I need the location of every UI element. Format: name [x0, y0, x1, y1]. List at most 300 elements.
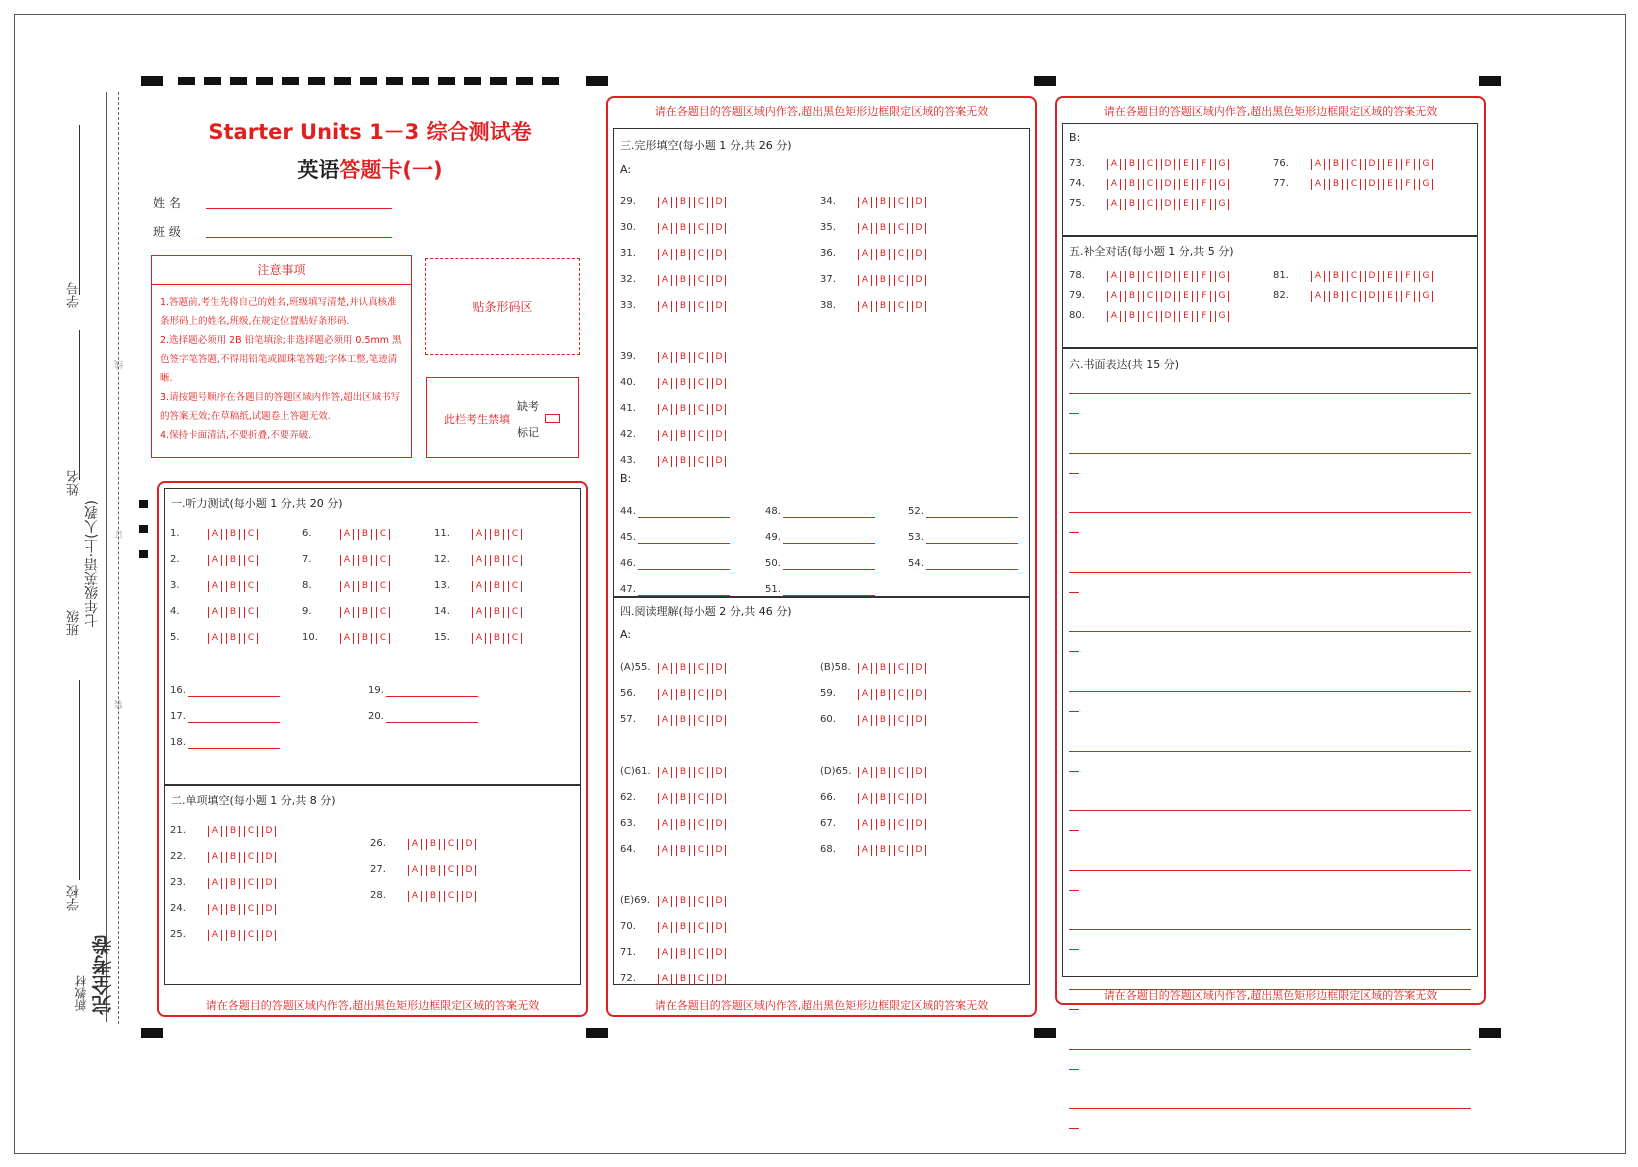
option-bubble[interactable]: B: [226, 555, 240, 566]
option-bubble[interactable]: A: [340, 555, 354, 566]
option-bubble[interactable]: A: [340, 633, 354, 644]
option-bubble[interactable]: C: [244, 852, 258, 863]
option-bubble[interactable]: C: [694, 845, 708, 856]
option-bubble[interactable]: B: [426, 891, 440, 902]
option-bubble[interactable]: A: [472, 529, 486, 540]
answer-blank[interactable]: [926, 558, 1018, 570]
option-bubble[interactable]: B: [676, 974, 690, 985]
option-bubble[interactable]: B: [1329, 271, 1343, 282]
option-bubble[interactable]: D: [1161, 271, 1175, 282]
option-bubble[interactable]: E: [1179, 199, 1193, 210]
option-bubble[interactable]: C: [694, 767, 708, 778]
option-bubble[interactable]: C: [376, 529, 390, 540]
option-bubble[interactable]: D: [712, 819, 726, 830]
writing-line[interactable]: [1069, 751, 1471, 752]
option-bubble[interactable]: C: [894, 249, 908, 260]
option-bubble[interactable]: B: [490, 607, 504, 618]
option-bubble[interactable]: B: [676, 352, 690, 363]
option-bubble[interactable]: C: [508, 529, 522, 540]
option-bubble[interactable]: D: [712, 715, 726, 726]
option-bubble[interactable]: D: [1365, 179, 1379, 190]
option-bubble[interactable]: B: [876, 819, 890, 830]
option-bubble[interactable]: B: [876, 275, 890, 286]
option-bubble[interactable]: G: [1419, 291, 1433, 302]
answer-blank[interactable]: [638, 558, 730, 570]
option-bubble[interactable]: D: [1161, 311, 1175, 322]
option-bubble[interactable]: A: [408, 865, 422, 876]
option-bubble[interactable]: C: [376, 633, 390, 644]
option-bubble[interactable]: B: [676, 689, 690, 700]
option-bubble[interactable]: A: [408, 891, 422, 902]
option-bubble[interactable]: A: [472, 607, 486, 618]
option-bubble[interactable]: B: [426, 839, 440, 850]
barcode-area[interactable]: 贴条形码区: [425, 258, 580, 355]
option-bubble[interactable]: B: [676, 896, 690, 907]
option-bubble[interactable]: B: [226, 904, 240, 915]
option-bubble[interactable]: D: [462, 839, 476, 850]
option-bubble[interactable]: C: [694, 793, 708, 804]
option-bubble[interactable]: C: [694, 974, 708, 985]
option-bubble[interactable]: B: [876, 249, 890, 260]
option-bubble[interactable]: B: [490, 529, 504, 540]
option-bubble[interactable]: C: [244, 826, 258, 837]
option-bubble[interactable]: D: [712, 974, 726, 985]
answer-blank[interactable]: [783, 506, 875, 518]
option-bubble[interactable]: C: [894, 275, 908, 286]
answer-blank[interactable]: [783, 558, 875, 570]
option-bubble[interactable]: C: [1143, 199, 1157, 210]
option-bubble[interactable]: C: [244, 878, 258, 889]
option-bubble[interactable]: C: [444, 891, 458, 902]
option-bubble[interactable]: B: [676, 223, 690, 234]
option-bubble[interactable]: B: [676, 922, 690, 933]
option-bubble[interactable]: D: [912, 715, 926, 726]
option-bubble[interactable]: A: [658, 922, 672, 933]
option-bubble[interactable]: D: [912, 301, 926, 312]
option-bubble[interactable]: A: [858, 223, 872, 234]
option-bubble[interactable]: C: [694, 249, 708, 260]
option-bubble[interactable]: C: [894, 793, 908, 804]
option-bubble[interactable]: C: [376, 555, 390, 566]
option-bubble[interactable]: D: [912, 275, 926, 286]
option-bubble[interactable]: C: [244, 904, 258, 915]
option-bubble[interactable]: A: [658, 430, 672, 441]
option-bubble[interactable]: B: [490, 555, 504, 566]
option-bubble[interactable]: B: [876, 197, 890, 208]
option-bubble[interactable]: C: [508, 633, 522, 644]
option-bubble[interactable]: G: [1215, 159, 1229, 170]
option-bubble[interactable]: A: [858, 767, 872, 778]
option-bubble[interactable]: A: [1107, 311, 1121, 322]
option-bubble[interactable]: F: [1401, 271, 1415, 282]
option-bubble[interactable]: C: [1143, 311, 1157, 322]
option-bubble[interactable]: B: [676, 301, 690, 312]
option-bubble[interactable]: A: [658, 301, 672, 312]
option-bubble[interactable]: A: [340, 581, 354, 592]
option-bubble[interactable]: C: [694, 197, 708, 208]
option-bubble[interactable]: A: [1311, 291, 1325, 302]
option-bubble[interactable]: C: [508, 581, 522, 592]
option-bubble[interactable]: D: [712, 352, 726, 363]
option-bubble[interactable]: C: [508, 607, 522, 618]
writing-line[interactable]: [1069, 810, 1471, 811]
option-bubble[interactable]: B: [876, 223, 890, 234]
option-bubble[interactable]: D: [262, 852, 276, 863]
option-bubble[interactable]: A: [658, 793, 672, 804]
answer-blank[interactable]: [638, 584, 730, 596]
option-bubble[interactable]: B: [676, 767, 690, 778]
option-bubble[interactable]: C: [1143, 291, 1157, 302]
option-bubble[interactable]: C: [694, 301, 708, 312]
option-bubble[interactable]: C: [508, 555, 522, 566]
option-bubble[interactable]: B: [876, 845, 890, 856]
option-bubble[interactable]: A: [658, 689, 672, 700]
option-bubble[interactable]: G: [1215, 311, 1229, 322]
option-bubble[interactable]: C: [244, 581, 258, 592]
option-bubble[interactable]: F: [1401, 159, 1415, 170]
option-bubble[interactable]: C: [694, 922, 708, 933]
option-bubble[interactable]: C: [894, 715, 908, 726]
option-bubble[interactable]: C: [694, 352, 708, 363]
option-bubble[interactable]: C: [694, 948, 708, 959]
option-bubble[interactable]: A: [472, 555, 486, 566]
option-bubble[interactable]: B: [876, 767, 890, 778]
option-bubble[interactable]: E: [1383, 291, 1397, 302]
option-bubble[interactable]: D: [1161, 179, 1175, 190]
writing-line[interactable]: [1069, 870, 1471, 871]
option-bubble[interactable]: D: [912, 793, 926, 804]
option-bubble[interactable]: B: [676, 663, 690, 674]
option-bubble[interactable]: F: [1197, 291, 1211, 302]
option-bubble[interactable]: A: [658, 896, 672, 907]
option-bubble[interactable]: B: [676, 404, 690, 415]
option-bubble[interactable]: D: [1365, 291, 1379, 302]
option-bubble[interactable]: B: [226, 607, 240, 618]
writing-line[interactable]: [1069, 691, 1471, 692]
option-bubble[interactable]: A: [208, 852, 222, 863]
option-bubble[interactable]: A: [858, 793, 872, 804]
option-bubble[interactable]: B: [358, 529, 372, 540]
option-bubble[interactable]: B: [676, 948, 690, 959]
option-bubble[interactable]: D: [1365, 159, 1379, 170]
option-bubble[interactable]: D: [912, 249, 926, 260]
option-bubble[interactable]: C: [894, 223, 908, 234]
option-bubble[interactable]: D: [462, 891, 476, 902]
option-bubble[interactable]: C: [1347, 291, 1361, 302]
option-bubble[interactable]: A: [658, 767, 672, 778]
option-bubble[interactable]: A: [858, 301, 872, 312]
option-bubble[interactable]: A: [472, 581, 486, 592]
option-bubble[interactable]: D: [262, 904, 276, 915]
option-bubble[interactable]: C: [444, 865, 458, 876]
option-bubble[interactable]: A: [858, 715, 872, 726]
option-bubble[interactable]: B: [676, 197, 690, 208]
option-bubble[interactable]: A: [858, 249, 872, 260]
answer-blank[interactable]: [386, 685, 478, 697]
option-bubble[interactable]: B: [876, 715, 890, 726]
option-bubble[interactable]: D: [712, 663, 726, 674]
option-bubble[interactable]: D: [712, 896, 726, 907]
writing-line[interactable]: [1069, 512, 1471, 513]
option-bubble[interactable]: F: [1197, 199, 1211, 210]
option-bubble[interactable]: D: [712, 378, 726, 389]
absent-checkbox[interactable]: [545, 414, 560, 423]
option-bubble[interactable]: C: [694, 430, 708, 441]
option-bubble[interactable]: G: [1215, 291, 1229, 302]
writing-line[interactable]: [1069, 1108, 1471, 1109]
option-bubble[interactable]: A: [340, 607, 354, 618]
answer-blank[interactable]: [638, 506, 730, 518]
option-bubble[interactable]: B: [676, 845, 690, 856]
option-bubble[interactable]: B: [676, 378, 690, 389]
option-bubble[interactable]: A: [1311, 159, 1325, 170]
option-bubble[interactable]: C: [694, 819, 708, 830]
option-bubble[interactable]: G: [1215, 271, 1229, 282]
option-bubble[interactable]: D: [712, 922, 726, 933]
option-bubble[interactable]: C: [694, 378, 708, 389]
option-bubble[interactable]: B: [876, 793, 890, 804]
option-bubble[interactable]: G: [1215, 179, 1229, 190]
option-bubble[interactable]: C: [244, 633, 258, 644]
option-bubble[interactable]: C: [694, 689, 708, 700]
option-bubble[interactable]: B: [1125, 179, 1139, 190]
option-bubble[interactable]: D: [912, 663, 926, 674]
option-bubble[interactable]: A: [1107, 159, 1121, 170]
name-field[interactable]: [206, 208, 392, 209]
option-bubble[interactable]: B: [1329, 291, 1343, 302]
option-bubble[interactable]: B: [676, 249, 690, 260]
answer-blank[interactable]: [783, 532, 875, 544]
option-bubble[interactable]: A: [1107, 271, 1121, 282]
answer-blank[interactable]: [188, 711, 280, 723]
option-bubble[interactable]: B: [676, 275, 690, 286]
option-bubble[interactable]: B: [490, 581, 504, 592]
option-bubble[interactable]: F: [1197, 271, 1211, 282]
option-bubble[interactable]: D: [912, 689, 926, 700]
option-bubble[interactable]: B: [226, 852, 240, 863]
option-bubble[interactable]: B: [226, 930, 240, 941]
option-bubble[interactable]: A: [658, 197, 672, 208]
option-bubble[interactable]: D: [712, 456, 726, 467]
option-bubble[interactable]: D: [1161, 199, 1175, 210]
option-bubble[interactable]: C: [1347, 179, 1361, 190]
option-bubble[interactable]: B: [426, 865, 440, 876]
option-bubble[interactable]: F: [1401, 291, 1415, 302]
option-bubble[interactable]: D: [712, 430, 726, 441]
option-bubble[interactable]: E: [1383, 159, 1397, 170]
option-bubble[interactable]: A: [208, 581, 222, 592]
option-bubble[interactable]: A: [658, 378, 672, 389]
option-bubble[interactable]: D: [712, 197, 726, 208]
option-bubble[interactable]: A: [858, 197, 872, 208]
option-bubble[interactable]: C: [694, 715, 708, 726]
answer-blank[interactable]: [188, 685, 280, 697]
option-bubble[interactable]: B: [676, 715, 690, 726]
option-bubble[interactable]: A: [208, 930, 222, 941]
option-bubble[interactable]: A: [408, 839, 422, 850]
option-bubble[interactable]: B: [358, 581, 372, 592]
option-bubble[interactable]: D: [712, 275, 726, 286]
answer-blank[interactable]: [783, 584, 875, 596]
option-bubble[interactable]: F: [1197, 159, 1211, 170]
option-bubble[interactable]: C: [244, 529, 258, 540]
option-bubble[interactable]: A: [858, 689, 872, 700]
option-bubble[interactable]: D: [912, 819, 926, 830]
option-bubble[interactable]: A: [858, 845, 872, 856]
answer-blank[interactable]: [926, 532, 1018, 544]
option-bubble[interactable]: A: [658, 352, 672, 363]
option-bubble[interactable]: C: [444, 839, 458, 850]
option-bubble[interactable]: A: [658, 663, 672, 674]
option-bubble[interactable]: A: [208, 826, 222, 837]
option-bubble[interactable]: D: [912, 197, 926, 208]
option-bubble[interactable]: A: [208, 555, 222, 566]
option-bubble[interactable]: G: [1215, 199, 1229, 210]
option-bubble[interactable]: A: [208, 633, 222, 644]
option-bubble[interactable]: D: [712, 301, 726, 312]
option-bubble[interactable]: C: [894, 689, 908, 700]
option-bubble[interactable]: B: [1125, 311, 1139, 322]
answer-blank[interactable]: [188, 737, 280, 749]
writing-line[interactable]: [1069, 929, 1471, 930]
option-bubble[interactable]: C: [694, 663, 708, 674]
option-bubble[interactable]: C: [694, 223, 708, 234]
option-bubble[interactable]: A: [658, 275, 672, 286]
option-bubble[interactable]: C: [894, 197, 908, 208]
writing-line[interactable]: [1069, 572, 1471, 573]
option-bubble[interactable]: B: [676, 793, 690, 804]
option-bubble[interactable]: E: [1179, 179, 1193, 190]
option-bubble[interactable]: B: [358, 607, 372, 618]
option-bubble[interactable]: C: [694, 275, 708, 286]
option-bubble[interactable]: D: [712, 948, 726, 959]
option-bubble[interactable]: D: [912, 845, 926, 856]
option-bubble[interactable]: A: [658, 948, 672, 959]
option-bubble[interactable]: C: [694, 404, 708, 415]
option-bubble[interactable]: A: [858, 663, 872, 674]
writing-line[interactable]: [1069, 453, 1471, 454]
option-bubble[interactable]: B: [1125, 271, 1139, 282]
option-bubble[interactable]: C: [894, 845, 908, 856]
writing-line[interactable]: [1069, 989, 1471, 990]
option-bubble[interactable]: A: [858, 819, 872, 830]
option-bubble[interactable]: B: [676, 456, 690, 467]
option-bubble[interactable]: D: [712, 689, 726, 700]
option-bubble[interactable]: D: [712, 767, 726, 778]
option-bubble[interactable]: B: [1125, 291, 1139, 302]
option-bubble[interactable]: A: [208, 904, 222, 915]
option-bubble[interactable]: E: [1383, 179, 1397, 190]
option-bubble[interactable]: D: [262, 826, 276, 837]
option-bubble[interactable]: C: [894, 819, 908, 830]
option-bubble[interactable]: C: [1347, 159, 1361, 170]
option-bubble[interactable]: B: [226, 878, 240, 889]
option-bubble[interactable]: C: [244, 607, 258, 618]
option-bubble[interactable]: A: [658, 715, 672, 726]
option-bubble[interactable]: C: [694, 456, 708, 467]
option-bubble[interactable]: D: [912, 767, 926, 778]
option-bubble[interactable]: A: [858, 275, 872, 286]
option-bubble[interactable]: D: [462, 865, 476, 876]
option-bubble[interactable]: B: [226, 581, 240, 592]
option-bubble[interactable]: E: [1179, 291, 1193, 302]
option-bubble[interactable]: D: [712, 223, 726, 234]
class-field[interactable]: [206, 237, 392, 238]
option-bubble[interactable]: B: [876, 301, 890, 312]
option-bubble[interactable]: B: [226, 633, 240, 644]
option-bubble[interactable]: A: [1107, 199, 1121, 210]
option-bubble[interactable]: A: [658, 249, 672, 260]
option-bubble[interactable]: A: [340, 529, 354, 540]
option-bubble[interactable]: A: [658, 404, 672, 415]
option-bubble[interactable]: A: [1311, 271, 1325, 282]
option-bubble[interactable]: B: [876, 663, 890, 674]
option-bubble[interactable]: A: [658, 845, 672, 856]
option-bubble[interactable]: C: [694, 896, 708, 907]
option-bubble[interactable]: A: [1107, 291, 1121, 302]
option-bubble[interactable]: B: [358, 633, 372, 644]
answer-blank[interactable]: [638, 532, 730, 544]
option-bubble[interactable]: C: [376, 607, 390, 618]
option-bubble[interactable]: B: [226, 529, 240, 540]
option-bubble[interactable]: C: [244, 930, 258, 941]
option-bubble[interactable]: E: [1179, 271, 1193, 282]
option-bubble[interactable]: C: [244, 555, 258, 566]
option-bubble[interactable]: B: [1125, 159, 1139, 170]
option-bubble[interactable]: C: [1143, 271, 1157, 282]
option-bubble[interactable]: F: [1401, 179, 1415, 190]
option-bubble[interactable]: B: [1329, 179, 1343, 190]
option-bubble[interactable]: G: [1419, 271, 1433, 282]
answer-blank[interactable]: [386, 711, 478, 723]
option-bubble[interactable]: B: [490, 633, 504, 644]
option-bubble[interactable]: E: [1179, 311, 1193, 322]
option-bubble[interactable]: D: [712, 249, 726, 260]
option-bubble[interactable]: A: [208, 878, 222, 889]
option-bubble[interactable]: D: [1161, 291, 1175, 302]
option-bubble[interactable]: A: [658, 819, 672, 830]
option-bubble[interactable]: C: [376, 581, 390, 592]
option-bubble[interactable]: C: [1347, 271, 1361, 282]
option-bubble[interactable]: A: [472, 633, 486, 644]
option-bubble[interactable]: C: [1143, 159, 1157, 170]
option-bubble[interactable]: E: [1383, 271, 1397, 282]
option-bubble[interactable]: G: [1419, 179, 1433, 190]
option-bubble[interactable]: A: [1107, 179, 1121, 190]
option-bubble[interactable]: B: [676, 430, 690, 441]
writing-line[interactable]: [1069, 393, 1471, 394]
option-bubble[interactable]: D: [712, 404, 726, 415]
writing-line[interactable]: [1069, 1049, 1471, 1050]
option-bubble[interactable]: D: [912, 223, 926, 234]
option-bubble[interactable]: D: [262, 878, 276, 889]
option-bubble[interactable]: C: [894, 767, 908, 778]
option-bubble[interactable]: B: [1329, 159, 1343, 170]
option-bubble[interactable]: A: [658, 456, 672, 467]
option-bubble[interactable]: D: [262, 930, 276, 941]
option-bubble[interactable]: A: [208, 529, 222, 540]
option-bubble[interactable]: D: [1365, 271, 1379, 282]
option-bubble[interactable]: D: [1161, 159, 1175, 170]
option-bubble[interactable]: B: [226, 826, 240, 837]
answer-blank[interactable]: [926, 506, 1018, 518]
option-bubble[interactable]: D: [712, 793, 726, 804]
option-bubble[interactable]: C: [894, 301, 908, 312]
option-bubble[interactable]: C: [1143, 179, 1157, 190]
option-bubble[interactable]: A: [658, 223, 672, 234]
option-bubble[interactable]: B: [358, 555, 372, 566]
option-bubble[interactable]: G: [1419, 159, 1433, 170]
